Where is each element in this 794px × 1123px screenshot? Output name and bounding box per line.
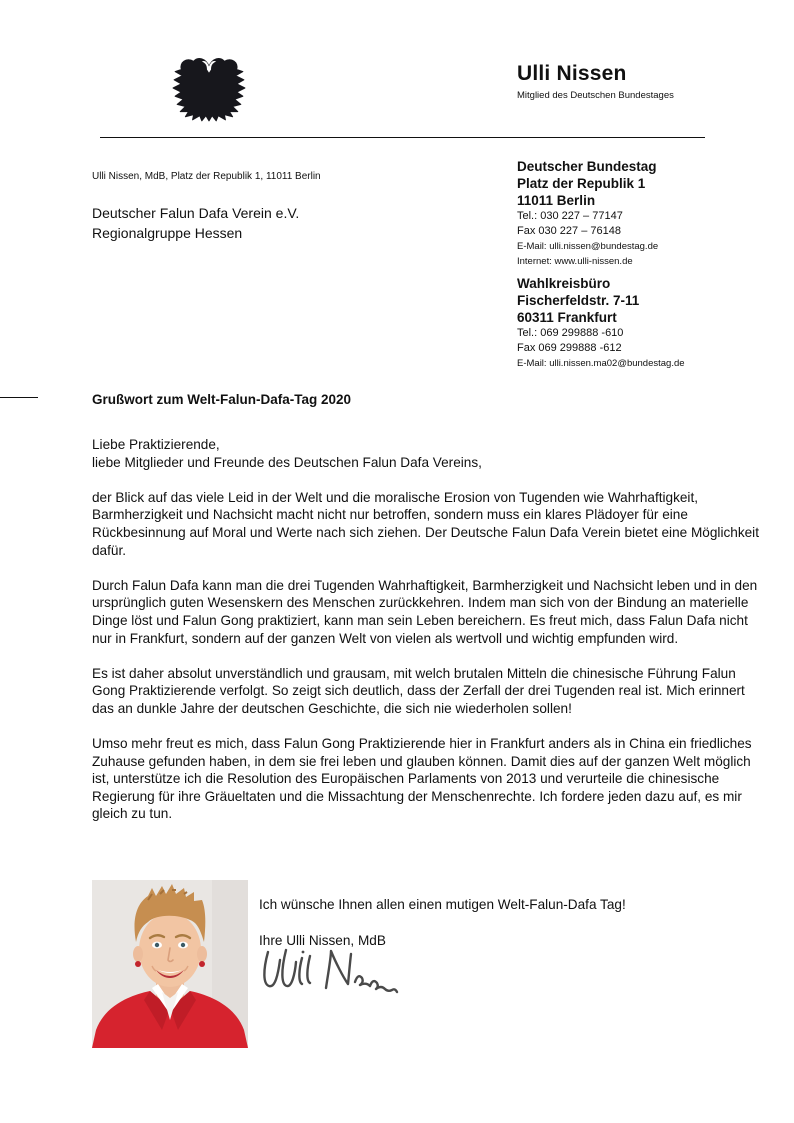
recipient-address	[92, 203, 299, 243]
recipient-line: Regionalgruppe Hessen	[92, 225, 243, 241]
subject-line: Grußwort zum Welt-Falun-Dafa-Tag 2020	[92, 392, 352, 407]
contact-title: Wahlkreisbüro	[517, 276, 611, 291]
contact-tel: Tel.: 030 227 – 77147	[517, 210, 623, 222]
recipient-line: Deutscher Falun Dafa Verein e.V.	[92, 205, 300, 221]
handwritten-signature-icon	[260, 942, 410, 1008]
signature-name: Ihre Ulli Nissen, MdB	[259, 933, 386, 949]
body-paragraph: der Blick auf das viele Leid in der Welt und die moralische Erosion von Tugenden wie Wahrhaftigkeit, Barmherzigkeit und Nachsicht macht nicht nur betroffen, sondern muss ein klares Plädoyer für eine Rückbesinnung auf Moral und Werte nach sich ziehen. Der Deutsche Falun Dafa Verein bietet eine Möglichkeit dafür.	[92, 489, 759, 558]
fold-mark	[0, 397, 38, 398]
portrait-photo	[92, 880, 248, 1048]
salutation-line: Liebe Praktizierende,	[92, 437, 220, 452]
salutation	[92, 436, 760, 471]
contact-city: 60311 Frankfurt	[517, 310, 617, 325]
contact-tel: Tel.: 069 299888 -610	[517, 327, 624, 339]
closing-line: Ich wünsche Ihnen allen einen mutigen Welt-Falun-Dafa Tag!	[259, 896, 626, 912]
body-paragraph: Durch Falun Dafa kann man die drei Tugenden Wahrhaftigkeit, Barmherzigkeit und Nachsicht leben und in den ursprünglich guten Wesenskern des Menschen zurückkehren. Indem man sich von der Bindung an materielle Dinge löst und Falun Gong praktiziert, kann man sein Leben bereichern. Es freut mich, dass Falun Dafa nicht nur in Frankfurt, sondern auf der ganzen Welt von vielen als wertvoll und wichtig empfunden wird.	[92, 577, 758, 646]
contact-email: E-Mail: ulli.nissen.ma02@bundestag.de	[517, 358, 685, 369]
salutation-line: liebe Mitglieder und Freunde des Deutschen Falun Dafa Vereins,	[92, 454, 482, 470]
contact-block-wahlkreisbuero	[517, 275, 777, 371]
header-name: Ulli Nissen	[517, 62, 627, 85]
contact-street: Fischerfeldstr. 7-11	[517, 293, 640, 308]
header-subtitle: Mitglied des Deutschen Bundestages	[517, 90, 674, 101]
contact-city: 11011 Berlin	[517, 193, 596, 208]
contact-fax: Fax 030 227 – 76148	[517, 225, 621, 237]
contact-internet: Internet: www.ulli-nissen.de	[517, 256, 633, 267]
header-divider	[100, 137, 705, 138]
contact-fax: Fax 069 299888 -612	[517, 342, 622, 354]
contact-block-bundestag	[517, 158, 777, 269]
sender-return-address: Ulli Nissen, MdB, Platz der Republik 1, 11011 Berlin	[92, 171, 321, 182]
contact-title: Deutscher Bundestag	[517, 159, 657, 174]
contact-street: Platz der Republik 1	[517, 176, 646, 191]
body-paragraph: Umso mehr freut es mich, dass Falun Gong Praktizierende hier in Frankfurt anders als in China ein friedliches Zuhause gefunden haben, in dem sie frei leben und glauben können. Damit dies auf der ganzen Welt möglich ist, unterstütze ich die Resolution des Europäischen Parlaments von 2013 und verurteile die chinesische Regierung für ihre Gräueltaten und die Missachtung der Menschenrechte. Ich fordere jeden dazu auf, es mir gleich zu tun.	[92, 736, 752, 822]
body-paragraph: Es ist daher absolut unverständlich und grausam, mit welch brutalen Mitteln die chinesische Führung Falun Gong Praktizierende verfolgt. So zeigt sich deutlich, dass der Zerfall der drei Tugenden real ist. Mich erinnert das an dunkle Jahre der deutschen Geschichte, die sich nie wiederholen sollen!	[92, 665, 745, 716]
letter-body	[92, 436, 760, 823]
contact-email: E-Mail: ulli.nissen@bundestag.de	[517, 241, 659, 252]
bundesadler-eagle-icon	[170, 54, 248, 122]
